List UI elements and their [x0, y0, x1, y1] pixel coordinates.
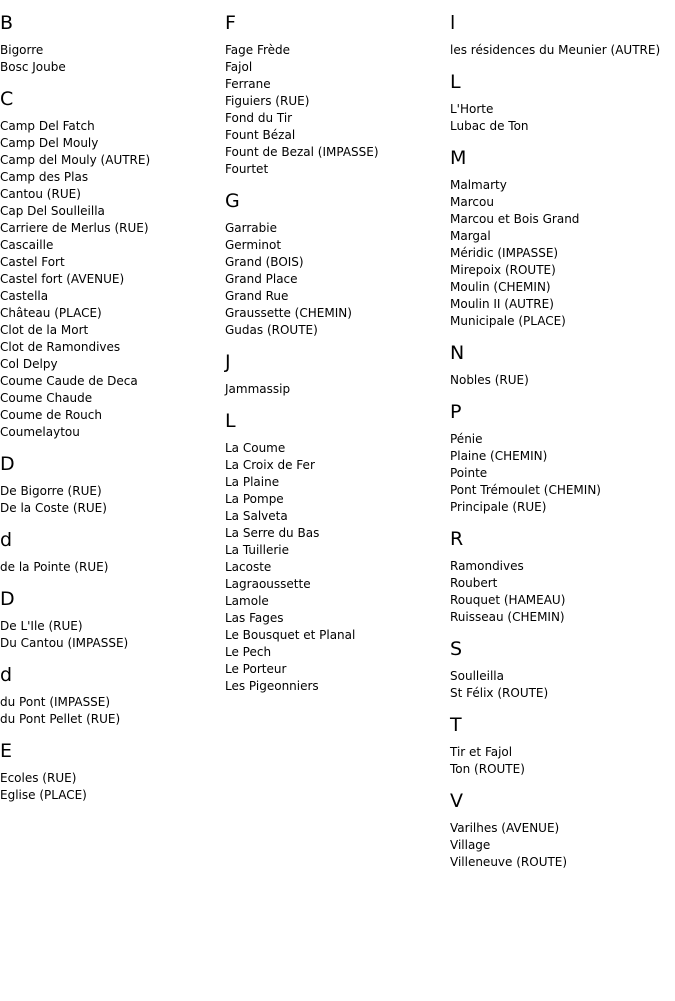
index-column-3 [450, 0, 675, 883]
street-name: Municipale (PLACE) [450, 314, 566, 328]
letter-group [225, 351, 445, 398]
street-name: Castel Fort [0, 255, 65, 269]
letter-heading: l [450, 12, 456, 34]
street-name: Château (PLACE) [0, 306, 102, 320]
street-list [450, 42, 675, 59]
index-column-1 [0, 0, 220, 816]
street-name: Cascaille [0, 238, 54, 252]
street-name: De la Coste (RUE) [0, 501, 107, 515]
letter-heading: d [0, 529, 13, 551]
street-name: Camp del Mouly (AUTRE) [0, 153, 151, 167]
street-name: Castella [0, 289, 49, 303]
street-list [225, 220, 445, 339]
street-name: Gudas (ROUTE) [225, 323, 318, 337]
street-name: Camp Del Mouly [0, 136, 99, 150]
letter-heading: R [450, 528, 464, 550]
street-name: L'Horte [450, 102, 494, 116]
letter-group [0, 664, 220, 728]
street-name: Plaine (CHEMIN) [450, 449, 548, 463]
street-name: Figuiers (RUE) [225, 94, 310, 108]
street-name: Moulin II (AUTRE) [450, 297, 554, 311]
street-name: Soulleilla [450, 669, 504, 683]
street-name: Fajol [225, 60, 253, 74]
street-list [225, 381, 445, 398]
street-name: les résidences du Meunier (AUTRE) [450, 43, 661, 57]
letter-heading: N [450, 342, 465, 364]
street-name: La Pompe [225, 492, 284, 506]
street-name: Pénie [450, 432, 483, 446]
street-name: Roubert [450, 576, 498, 590]
street-name: Clot de la Mort [0, 323, 89, 337]
letter-heading: T [450, 714, 462, 736]
street-name: La Plaine [225, 475, 280, 489]
street-name: Bigorre [0, 43, 44, 57]
street-name: Garrabie [225, 221, 277, 235]
street-list [450, 101, 675, 135]
street-name: Coume Chaude [0, 391, 93, 405]
street-name: Fage Frède [225, 43, 291, 57]
letter-heading: P [450, 401, 462, 423]
street-name: Village [450, 838, 491, 852]
street-name: Graussette (CHEMIN) [225, 306, 352, 320]
street-name: Mirepoix (ROUTE) [450, 263, 556, 277]
letter-group [0, 88, 220, 441]
street-name: Lacoste [225, 560, 272, 574]
street-name: Fount Bézal [225, 128, 296, 142]
letter-group [450, 638, 675, 702]
street-name: Rouquet (HAMEAU) [450, 593, 566, 607]
street-list [450, 820, 675, 871]
letter-group [450, 147, 675, 330]
street-list [0, 42, 220, 76]
letter-heading: L [225, 410, 236, 432]
street-name: Margal [450, 229, 491, 243]
street-list [450, 744, 675, 778]
street-name: Lamole [225, 594, 269, 608]
street-name: Tir et Fajol [450, 745, 513, 759]
street-list [225, 440, 445, 695]
street-name: St Félix (ROUTE) [450, 686, 549, 700]
street-name: La Tuillerie [225, 543, 290, 557]
letter-heading: F [225, 12, 236, 34]
street-name: Bosc Joube [0, 60, 66, 74]
street-name: Grand Rue [225, 289, 289, 303]
street-list [0, 118, 220, 441]
street-name: La Coume [225, 441, 286, 455]
street-name: Malmarty [450, 178, 507, 192]
street-name: Fount de Bezal (IMPASSE) [225, 145, 379, 159]
street-name: La Croix de Fer [225, 458, 315, 472]
index-column-2 [225, 0, 445, 707]
street-name: Principale (RUE) [450, 500, 547, 514]
street-name: Grand (BOIS) [225, 255, 304, 269]
street-name: Ton (ROUTE) [450, 762, 525, 776]
street-name: Ferrane [225, 77, 271, 91]
letter-heading: V [450, 790, 463, 812]
street-name: Le Bousquet et Planal [225, 628, 356, 642]
street-name: Fond du Tir [225, 111, 293, 125]
street-name: La Salveta [225, 509, 288, 523]
street-name: Coumelaytou [0, 425, 80, 439]
street-name: Castel fort (AVENUE) [0, 272, 125, 286]
street-name: Le Porteur [225, 662, 287, 676]
street-name: Cantou (RUE) [0, 187, 81, 201]
street-name: Ecoles (RUE) [0, 771, 77, 785]
letter-group [450, 342, 675, 389]
street-name: Villeneuve (ROUTE) [450, 855, 568, 869]
street-list [0, 694, 220, 728]
street-name: Moulin (CHEMIN) [450, 280, 551, 294]
letter-group [450, 401, 675, 516]
letter-group [225, 12, 445, 178]
street-name: De Bigorre (RUE) [0, 484, 102, 498]
street-list [450, 558, 675, 626]
street-name: Cap Del Soulleilla [0, 204, 105, 218]
street-name: Camp des Plas [0, 170, 89, 184]
street-list [450, 372, 675, 389]
street-name: Jammassip [225, 382, 291, 396]
letter-group [0, 12, 220, 76]
street-name: Marcou [450, 195, 494, 209]
street-name: Ramondives [450, 559, 524, 573]
street-name: Pont Trémoulet (CHEMIN) [450, 483, 601, 497]
street-name: Coume de Rouch [0, 408, 102, 422]
street-name: Le Pech [225, 645, 272, 659]
letter-heading: M [450, 147, 467, 169]
letter-group [0, 453, 220, 517]
street-name: Marcou et Bois Grand [450, 212, 580, 226]
street-name: du Pont (IMPASSE) [0, 695, 111, 709]
street-name: Ruisseau (CHEMIN) [450, 610, 565, 624]
letter-heading: D [0, 588, 15, 610]
street-name: Varilhes (AVENUE) [450, 821, 560, 835]
letter-heading: G [225, 190, 240, 212]
street-name: de la Pointe (RUE) [0, 560, 109, 574]
street-list [450, 177, 675, 330]
letter-group [0, 529, 220, 576]
letter-heading: J [225, 351, 231, 373]
street-name: De L'Ile (RUE) [0, 619, 83, 633]
street-list [0, 770, 220, 804]
street-name: Coume Caude de Deca [0, 374, 138, 388]
street-name: Clot de Ramondives [0, 340, 121, 354]
letter-group [450, 12, 675, 59]
letter-group [450, 714, 675, 778]
street-name: Du Cantou (IMPASSE) [0, 636, 129, 650]
street-name: La Serre du Bas [225, 526, 320, 540]
street-name: Les Pigeonniers [225, 679, 319, 693]
letter-heading: d [0, 664, 13, 686]
street-list [0, 618, 220, 652]
street-list [0, 483, 220, 517]
letter-group [225, 410, 445, 695]
street-list [450, 431, 675, 516]
street-name: Nobles (RUE) [450, 373, 529, 387]
letter-heading: S [450, 638, 463, 660]
street-name: Camp Del Fatch [0, 119, 95, 133]
street-name: Pointe [450, 466, 488, 480]
letter-heading: L [450, 71, 461, 93]
letter-heading: C [0, 88, 14, 110]
street-list [225, 42, 445, 178]
letter-group [0, 588, 220, 652]
street-name: Germinot [225, 238, 282, 252]
letter-heading: B [0, 12, 14, 34]
street-name: Lagraoussette [225, 577, 311, 591]
letter-heading: E [0, 740, 13, 762]
street-name: Carriere de Merlus (RUE) [0, 221, 149, 235]
street-name: Eglise (PLACE) [0, 788, 87, 802]
street-name: Col Delpy [0, 357, 58, 371]
letter-group [450, 71, 675, 135]
letter-heading: D [0, 453, 15, 475]
letter-group [450, 790, 675, 871]
letter-group [225, 190, 445, 339]
street-name: Méridic (IMPASSE) [450, 246, 559, 260]
letter-group [0, 740, 220, 804]
street-name: Grand Place [225, 272, 298, 286]
street-list [0, 559, 220, 576]
street-name: Lubac de Ton [450, 119, 529, 133]
street-name: Las Fages [225, 611, 284, 625]
street-name: Fourtet [225, 162, 269, 176]
street-name: du Pont Pellet (RUE) [0, 712, 121, 726]
letter-group [450, 528, 675, 626]
street-list [450, 668, 675, 702]
